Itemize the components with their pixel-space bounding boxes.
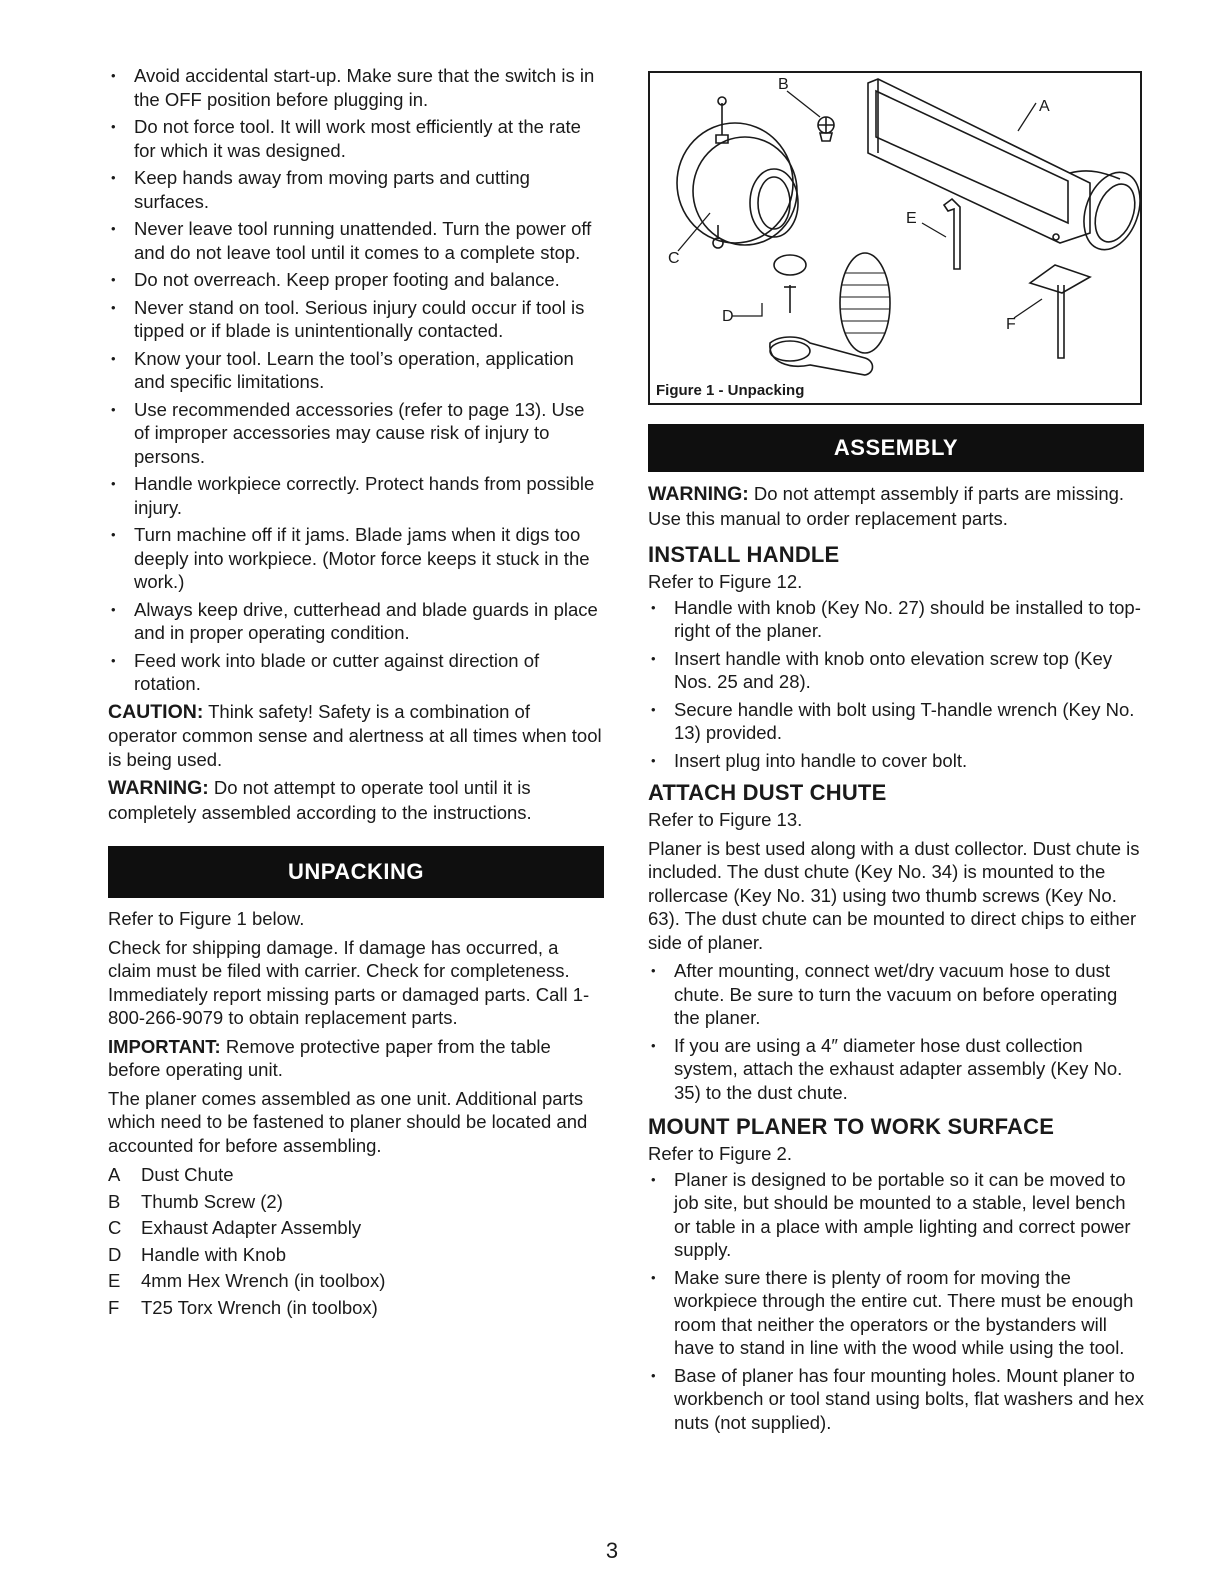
list-item: C Exhaust Adapter Assembly [108,1217,362,1238]
warning-text: Do not attempt assembly if parts are missing. Use this manual to order replacement parts. [648,483,1125,529]
important-paragraph [108,1035,604,1082]
list-item: • Know your tool. Learn the tool’s operation, application and specific limitations. [108,347,604,394]
list-item: • Never stand on tool. Serious injury could occur if tool is tipped or if blade is unintentionally contacted. [108,296,604,343]
figure-caption: Figure 1 - Unpacking [656,382,805,399]
right-column [648,71,1144,1438]
assembly-banner: ASSEMBLY [648,424,1144,472]
label-f: F [1006,316,1016,333]
caution-paragraph [108,700,604,772]
parts-list [108,1162,604,1321]
important-label: IMPORTANT: [108,1035,221,1057]
list-item: • Turn machine off if it jams. Blade jams when it digs too deeply into workpiece. (Motor force keeps it stuck in the work.) [108,523,604,594]
install-handle-steps [648,596,1144,773]
list-item: F T25 Torx Wrench (in toolbox) [108,1296,378,1318]
unpacking-paragraph: Check for shipping damage. If damage has occurred, a claim must be filed with carrier. Check for completeness. Immediately report missing parts or damaged parts. Call 1-800-266-9079 to obtain replacement parts. [108,936,590,1028]
install-handle-ref: Refer to Figure 12. [648,571,803,592]
list-item: • Never leave tool running unattended. Turn the power off and do not leave tool until it comes to a complete stop. [108,217,604,264]
list-item: • Use recommended accessories (refer to page 13). Use of improper accessories may cause risk of injury to persons. [108,398,604,469]
warning-paragraph [108,776,604,824]
leader-lines [678,91,1042,318]
list-item: • After mounting, connect wet/dry vacuum hose to dust chute. Be sure to turn the vacuum on before operating the planer. [648,959,1144,1030]
label-d: D [722,308,734,325]
dust-chute-heading: ATTACH DUST CHUTE [648,780,887,805]
mount-planer-steps [648,1168,1144,1435]
list-item: • Handle with knob (Key No. 27) should be installed to top-right of the planer. [648,596,1144,643]
dust-chute-steps [648,959,1144,1104]
install-handle-heading: INSTALL HANDLE [648,542,840,567]
dust-chute-drawing [868,79,1140,257]
mount-planer-ref: Refer to Figure 2. [648,1143,792,1164]
page-number: 3 [605,1538,619,1563]
list-item: • Make sure there is plenty of room for moving the workpiece through the entire cut. There must be enough room that neither the operators or the bystanders will have to stand in line with the wood while using the tool. [648,1266,1144,1360]
caution-text: Think safety! Safety is a combination of operator common sense and alertness at all times when tool is being used. [108,700,602,770]
list-item: • Always keep drive, cutterhead and blade guards in place and in proper operating condition. [108,598,604,645]
hex-wrench-drawing [944,199,960,269]
important-text: Remove protective paper from the table before operating unit. [108,1035,551,1080]
exhaust-adapter-drawing [677,97,798,248]
list-item: • Do not force tool. It will work most efficiently at the rate for which it was designed. [108,115,604,162]
label-a: A [1039,98,1050,115]
handle-with-knob-drawing [770,253,890,375]
list-item: • Avoid accidental start-up. Make sure that the switch is in the OFF position before plugging in. [108,64,604,111]
unpacking-ref: Refer to Figure 1 below. [108,908,305,929]
list-item: • Insert plug into handle to cover bolt. [648,749,1144,773]
list-item: • Secure handle with bolt using T-handle wrench (Key No. 13) provided. [648,698,1144,745]
safety-rules-list [108,64,604,696]
list-item: • Insert handle with knob onto elevation screw top (Key Nos. 25 and 28). [648,647,1144,694]
warning-label: WARNING: [648,483,749,505]
unpacking-banner: UNPACKING [108,846,604,898]
list-item: • Planer is designed to be portable so it can be moved to job site, but should be mounted to a stable, level bench or table in a place with ample lighting and correct power supply. [648,1168,1144,1262]
dust-chute-paragraph: Planer is best used along with a dust collector. Dust chute is included. The dust chute (Key No. 34) is mounted to the rollercase (Key No. 31) using two thumb screws (Key No. 63). The dust chute can be mounted to direct chips to either side of planer. [648,837,1140,953]
list-item: • Handle workpiece correctly. Protect hands from possible injury. [108,472,604,519]
assembled-paragraph: The planer comes assembled as one unit. Additional parts which need to be fastened to planer should be located and accounted for before assembling. [108,1087,588,1156]
warning-label: WARNING: [108,777,209,799]
parts-illustration [650,73,1140,403]
left-column [108,64,604,1321]
label-e: E [906,210,917,227]
mount-planer-heading: MOUNT PLANER TO WORK SURFACE [648,1114,1055,1139]
thumb-screw-drawing [818,117,834,141]
figure-1-unpacking [648,71,1142,405]
warning-text: Do not attempt to operate tool until it is completely assembled according to the instructions. [108,777,532,823]
dust-chute-ref: Refer to Figure 13. [648,809,803,830]
list-item: A Dust Chute [108,1164,234,1185]
assembly-warning [648,482,1144,530]
list-item: B Thumb Screw (2) [108,1190,283,1212]
list-item: • Base of planer has four mounting holes. Mount planer to workbench or tool stand using bolts, flat washers and hex nuts (not supplied). [648,1364,1144,1435]
list-item: D Handle with Knob [108,1243,287,1265]
label-c: C [668,250,680,267]
label-b: B [778,76,789,93]
caution-label: CAUTION: [108,700,204,723]
list-item: • If you are using a 4″ diameter hose dust collection system, attach the exhaust adapter assembly (Key No. 35) to the dust chute. [648,1034,1144,1105]
list-item: E 4mm Hex Wrench (in toolbox) [108,1270,386,1291]
torx-wrench-drawing [1030,265,1090,358]
list-item: • Do not overreach. Keep proper footing and balance. [108,268,604,292]
list-item: • Keep hands away from moving parts and cutting surfaces. [108,166,604,213]
list-item: • Feed work into blade or cutter against direction of rotation. [108,649,604,696]
